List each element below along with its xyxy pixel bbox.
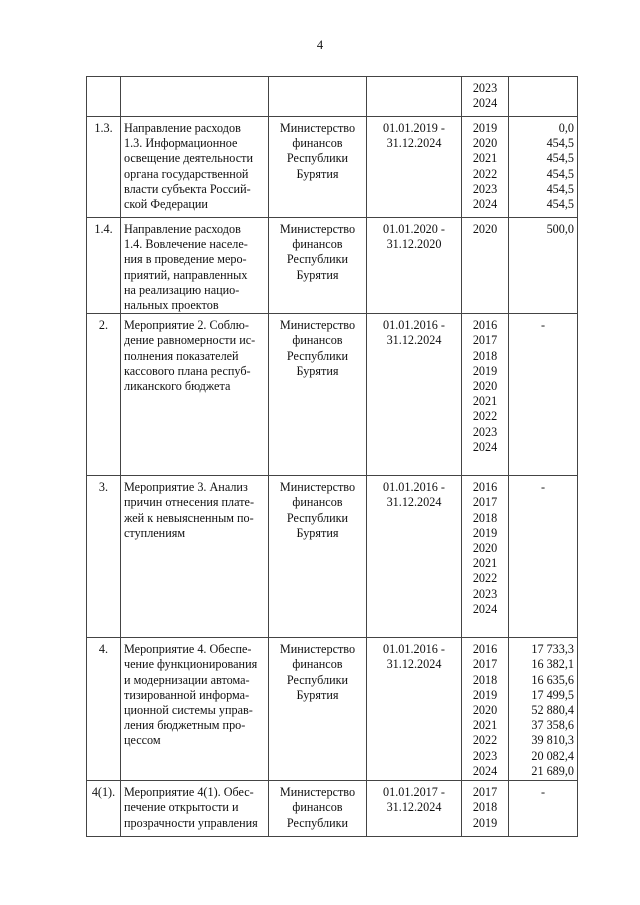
amount-value: 454,5 [546,151,574,166]
year-value: 2024 [472,439,498,454]
year-value: 2021 [472,151,498,166]
measure-name-line: тизированной информа- [124,687,250,702]
measure-name-line: на реализацию нацио- [124,282,240,297]
period-line: 01.01.2016 - [383,318,445,333]
measure-name-line: ния в проведение меро- [124,252,247,267]
cell-number: 2. [87,314,121,476]
amount-value: 454,5 [546,181,574,196]
year-value: 2016 [472,480,498,495]
year-value: 2023 [472,748,498,763]
executor-line: Министерство [279,121,356,135]
executor-line: Бурятия [296,166,339,181]
amount-value: 454,5 [546,197,574,212]
year-value: 2018 [472,510,498,525]
cell-measure-name [121,77,269,117]
year-value: 2017 [472,657,498,672]
cell-measure-name [121,781,269,837]
executor-line: Министерство [279,642,356,657]
year-value: 2023 [472,181,498,196]
cell-executor [269,781,367,837]
amount-value: 454,5 [546,136,574,151]
measure-name-line: Мероприятие 4. Обеспе- [124,642,252,657]
cell-number: 1.4. [87,218,121,314]
measure-name-line: 1.4. Вовлечение населе- [124,237,248,252]
executor-line: Республики [286,672,349,687]
table-body [87,77,578,837]
amount-value: - [540,785,546,800]
amount-value: 20 082,4 [531,748,574,763]
amount-value: 17 733,3 [531,642,574,657]
cell-amounts [509,476,578,638]
executor-line: Республики [286,815,349,830]
year-value: 2019 [472,121,498,135]
executor-line: Республики [286,252,349,267]
cell-executor [269,117,367,218]
cell-amounts [509,77,578,117]
executor-line: Бурятия [296,687,339,702]
measure-name-line: Мероприятие 3. Анализ [124,480,248,495]
amount-value: 454,5 [546,166,574,181]
cell-period [367,476,462,638]
executor-line: Бурятия [296,267,339,282]
amount-value: 52 880,4 [531,703,574,718]
period-line: 01.01.2016 - [383,642,445,657]
year-value: 2022 [472,571,498,586]
period-line: 01.01.2017 - [383,785,445,800]
table-row [87,117,578,218]
program-measures-table [86,76,578,837]
amount-value: - [540,318,546,333]
year-value: 2019 [472,525,498,540]
cell-period [367,314,462,476]
measure-name-line: Мероприятие 2. Соблю- [124,318,249,333]
cell-executor [269,218,367,314]
period-line: 31.12.2024 [386,333,442,348]
table-row [87,476,578,638]
amount-value: 16 382,1 [531,657,574,672]
period-line: 31.12.2024 [386,657,442,672]
measure-name-line: ступлениям [124,525,186,540]
executor-line: Министерство [279,480,356,495]
year-value: 2017 [472,785,498,800]
year-value: 2020 [472,541,498,556]
year-value: 2020 [472,379,498,394]
table-row [87,781,578,837]
measure-name-line: Мероприятие 4(1). Обес- [124,785,254,800]
measure-name-line: Направление расходов [124,121,241,135]
period-line: 31.12.2024 [386,136,442,151]
cell-period [367,218,462,314]
year-value: 2022 [472,166,498,181]
cell-amounts [509,781,578,837]
cell-measure-name [121,218,269,314]
cell-executor [269,476,367,638]
table-row [87,314,578,476]
amount-value: 37 358,6 [531,718,574,733]
cell-years [462,781,509,837]
measure-name-line: полнения показателей [124,348,239,363]
year-value: 2016 [472,642,498,657]
year-value: 2018 [472,348,498,363]
cell-executor [269,77,367,117]
period-line: 31.12.2024 [386,495,442,510]
executor-line: Бурятия [296,525,339,540]
table-row [87,638,578,781]
period-line: 31.12.2020 [386,237,442,252]
year-value: 2019 [472,687,498,702]
cell-number: 4(1). [87,781,121,837]
year-value: 2021 [472,718,498,733]
cell-period [367,638,462,781]
table-row [87,77,578,117]
executor-line: финансов [292,237,343,252]
executor-line: Республики [286,510,349,525]
year-value: 2024 [472,763,498,778]
cell-measure-name [121,117,269,218]
cell-measure-name [121,314,269,476]
executor-line: Республики [286,151,349,166]
measure-name-line: дение равномерности ис- [124,333,256,348]
cell-amounts [509,218,578,314]
year-value: 2024 [472,601,498,616]
measure-name-line: органа государственной [124,166,249,181]
measure-name-line: приятий, направленных [124,267,248,282]
cell-amounts [509,117,578,218]
year-value: 2020 [472,703,498,718]
executor-line: финансов [292,333,343,348]
cell-years [462,77,509,117]
measure-name-line: причин отнесения плате- [124,495,255,510]
cell-executor [269,314,367,476]
cell-years [462,218,509,314]
year-value: 2023 [472,586,498,601]
executor-line: Министерство [279,318,356,333]
year-value: 2023 [472,424,498,439]
year-value: 2018 [472,672,498,687]
amount-value: 17 499,5 [531,687,574,702]
executor-line: Министерство [279,785,356,800]
executor-line: финансов [292,495,343,510]
year-value: 2019 [472,815,498,830]
cell-number: 3. [87,476,121,638]
measure-name-line: и модернизации автома- [124,672,250,687]
cell-years [462,638,509,781]
executor-line: Республики [286,348,349,363]
measure-name-line: Направление расходов [124,222,241,236]
period-line: 31.12.2024 [386,800,442,815]
year-value: 2018 [472,800,498,815]
year-value: 2024 [472,197,498,212]
measure-name-line: чение функционирования [124,657,258,672]
executor-line: финансов [292,657,343,672]
year-value: 2017 [472,495,498,510]
measure-name-line: нальных проектов [124,298,219,313]
cell-number: 4. [87,638,121,781]
year-value: 2023 [472,81,498,95]
measure-name-line: жей к невыясненным по- [124,510,254,525]
measure-name-line: ликанского бюджета [124,379,231,394]
year-value: 2021 [472,394,498,409]
period-line: 01.01.2016 - [383,480,445,495]
year-value: 2020 [472,136,498,151]
year-value: 2022 [472,733,498,748]
cell-measure-name [121,476,269,638]
cell-years [462,314,509,476]
year-value: 2016 [472,318,498,333]
year-value: 2019 [472,363,498,378]
measure-name-line: прозрачности управления [124,815,258,830]
cell-number: 1.3. [87,117,121,218]
cell-years [462,476,509,638]
cell-years [462,117,509,218]
measure-name-line: ционной системы управ- [124,703,253,718]
year-value: 2024 [472,96,498,111]
cell-period [367,117,462,218]
cell-executor [269,638,367,781]
executor-line: Бурятия [296,363,339,378]
page-number: 4 [316,38,324,52]
amount-value: 39 810,3 [531,733,574,748]
measure-name-line: 1.3. Информационное [124,136,238,151]
cell-amounts [509,638,578,781]
cell-number [87,77,121,117]
period-line: 01.01.2020 - [383,222,445,236]
measure-name-line: ской Федерации [124,197,208,212]
measure-name-line: ления бюджетным про- [124,718,246,733]
measure-name-line: цессом [124,733,161,748]
measure-name-line: кассового плана респуб- [124,363,251,378]
cell-period [367,77,462,117]
amount-value: - [540,480,546,495]
amount-value: 500,0 [546,222,574,236]
amount-value: 16 635,6 [531,672,574,687]
amount-value: 21 689,0 [531,763,574,778]
amount-value: 0,0 [558,121,574,135]
executor-line: финансов [292,800,343,815]
table-row [87,218,578,314]
year-value: 2022 [472,409,498,424]
period-line: 01.01.2019 - [383,121,445,135]
measure-name-line: власти субъекта Россий- [124,181,251,196]
measure-name-line: печение открытости и [124,800,239,815]
year-value: 2021 [472,556,498,571]
year-value: 2020 [472,222,498,236]
executor-line: финансов [292,136,343,151]
executor-line: Министерство [279,222,356,236]
cell-amounts [509,314,578,476]
year-value: 2017 [472,333,498,348]
cell-measure-name [121,638,269,781]
measure-name-line: освещение деятельности [124,151,253,166]
cell-period [367,781,462,837]
